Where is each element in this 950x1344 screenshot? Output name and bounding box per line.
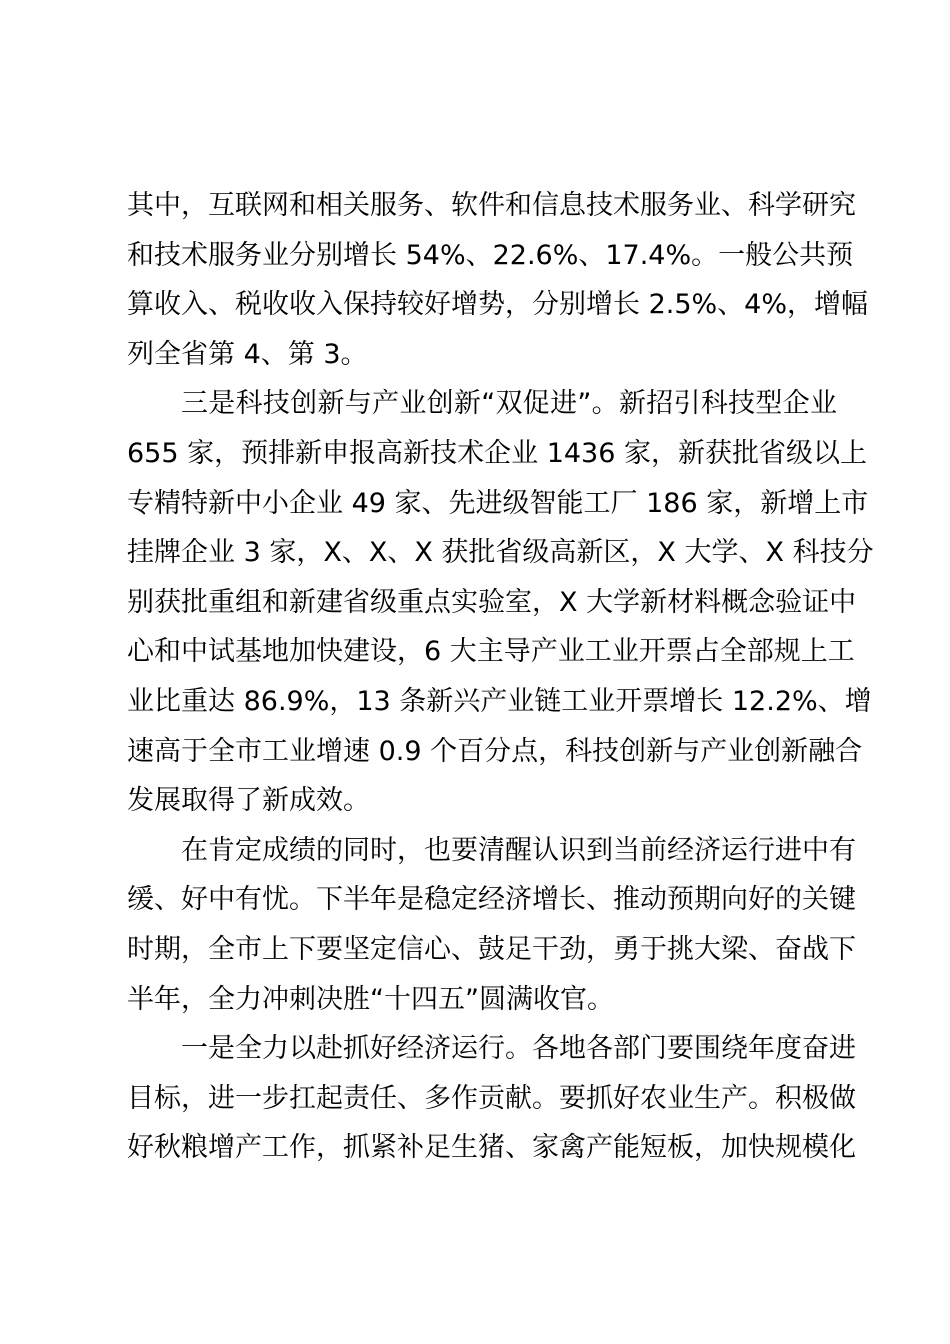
text-line: 速高于全市工业增速 0.9 个百分点，科技创新与产业创新融合 (127, 735, 863, 767)
text-line: 算收入、税收收入保持较好增势，分别增长 2.5%、4%，增幅 (127, 289, 869, 321)
text-line: 半年，全力冲刺决胜“十四五”圆满收官。 (127, 983, 614, 1015)
paragraph-economy-growth (127, 181, 869, 379)
text-line: 三是科技创新与产业创新“双促进”。新招引科技型企业 (181, 388, 837, 420)
text-line: 业比重达 86.9%，13 条新兴产业链工业开票增长 12.2%、增 (127, 685, 872, 717)
text-line: 专精特新中小企业 49 家、先进级智能工厂 186 家，新增上市 (127, 487, 869, 519)
text-line: 列全省第 4、第 3。 (127, 338, 368, 370)
text-line: 其中，互联网和相关服务、软件和信息技术服务业、科学研究 (127, 190, 856, 221)
text-line: 在肯定成绩的同时，也要清醒认识到当前经济运行进中有 (181, 834, 856, 866)
text-line: 一是全力以赴抓好经济运行。各地各部门要围绕年度奋进 (181, 1033, 856, 1065)
paragraph-economic-operation (127, 1024, 856, 1173)
text-line: 挂牌企业 3 家，X、X、X 获批省级高新区，X 大学、X 科技分 (127, 537, 874, 569)
text-line: 心和中试基地加快建设，6 大主导产业工业开票占全部规上工 (127, 636, 855, 668)
paragraph-tech-innovation (127, 379, 874, 825)
paragraph-challenges (127, 826, 856, 1024)
text-line: 655 家，预排新申报高新技术企业 1436 家，新获批省级以上 (127, 437, 867, 469)
text-line: 好秋粮增产工作，抓紧补足生猪、家禽产能短板，加快规模化 (127, 1132, 856, 1164)
text-line: 目标，进一步扛起责任、多作贡献。要抓好农业生产。积极做 (127, 1082, 856, 1114)
body-text (127, 181, 874, 1173)
text-line: 缓、好中有忧。下半年是稳定经济增长、推动预期向好的关键 (127, 884, 856, 916)
text-line: 别获批重组和新建省级重点实验室，X 大学新材料概念验证中 (127, 586, 857, 618)
text-line: 时期，全市上下要坚定信心、鼓足干劲，勇于挑大梁、奋战下 (127, 933, 856, 965)
text-line: 发展取得了新成效。 (127, 785, 370, 817)
text-line: 和技术服务业分别增长 54%、22.6%、17.4%。一般公共预 (127, 239, 854, 271)
